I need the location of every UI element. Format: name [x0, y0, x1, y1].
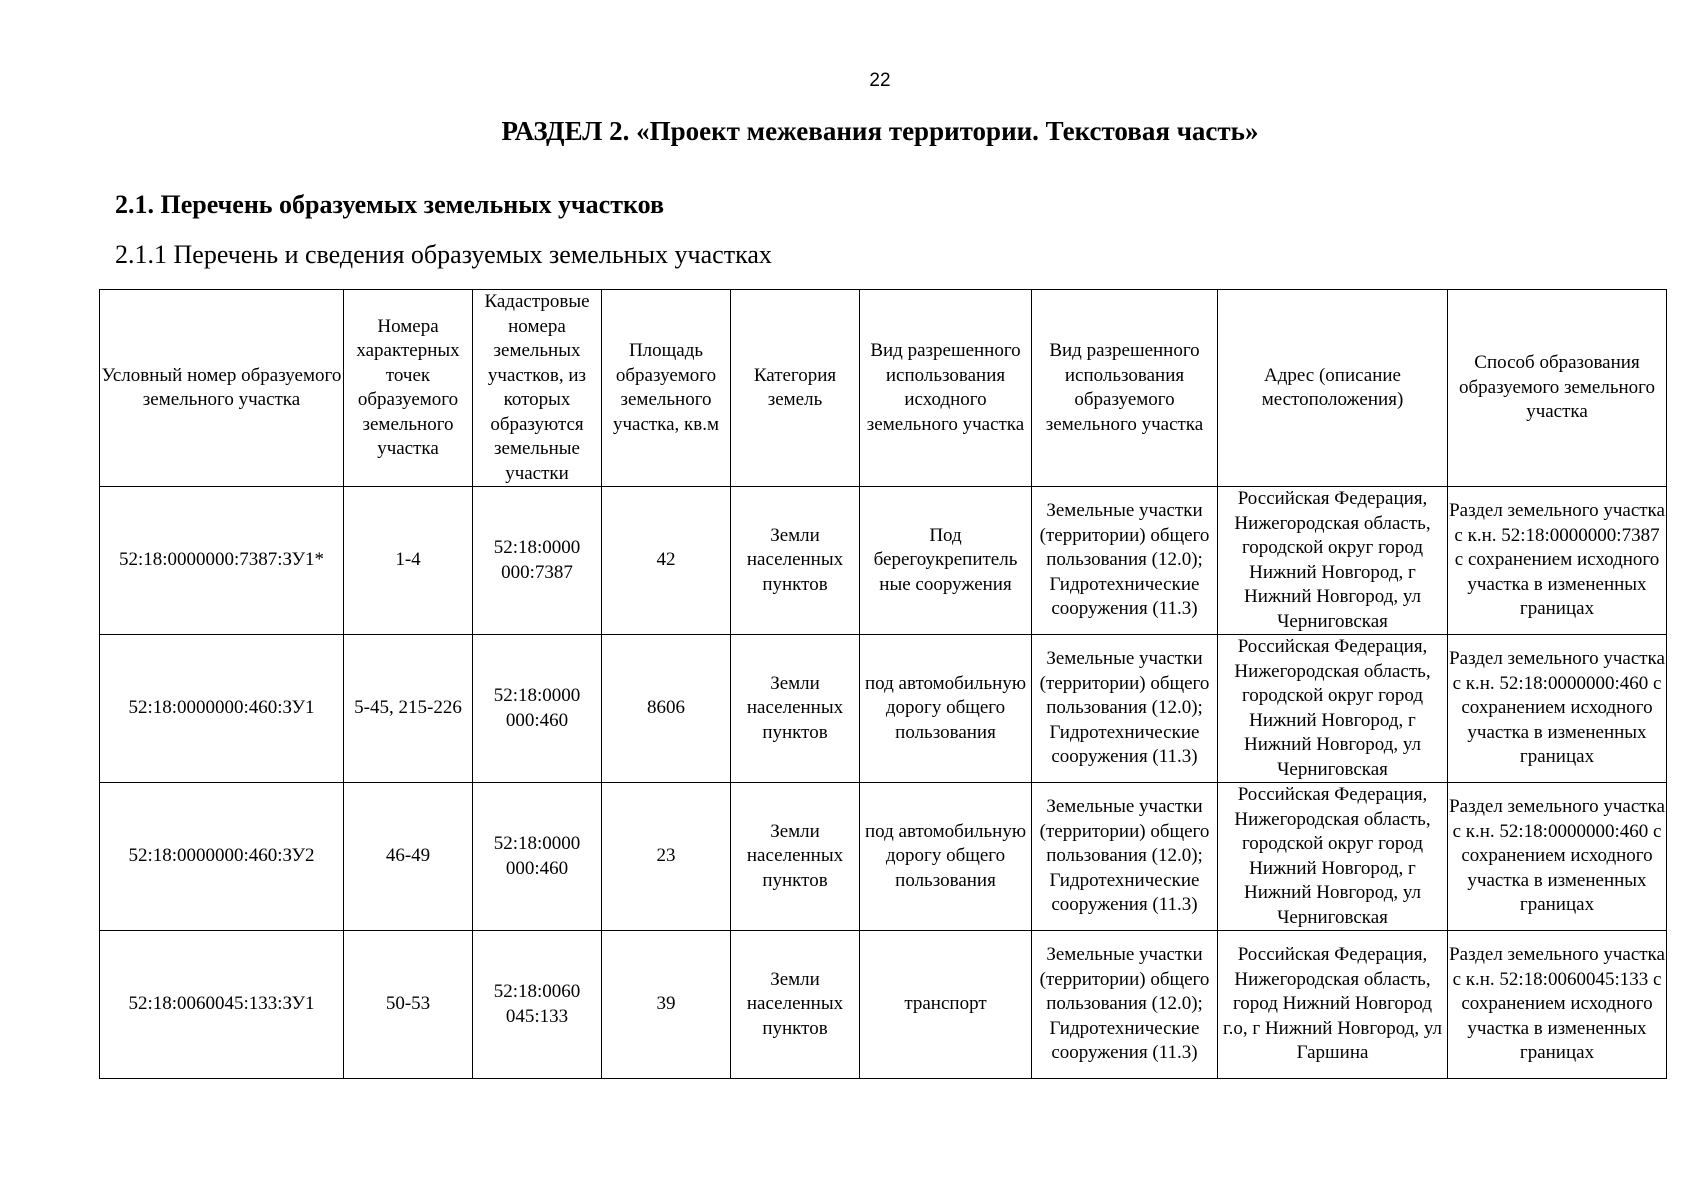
cell-address: Российская Федерация, Нижегородская область, городской округ город Нижний Новгород, г Нижний Новгород, ул Черниговская: [1218, 487, 1448, 635]
table-header-row: [100, 290, 1667, 487]
cell-category: Земли населенных пунктов: [731, 783, 860, 931]
cell-area: 39: [602, 931, 731, 1079]
header-points: Номера характерных точек образуемого земельного участка: [344, 290, 473, 487]
cell-source-use: транспорт: [860, 931, 1032, 1079]
cell-points: 5-45, 215-226: [344, 635, 473, 783]
header-plot-number: Условный номер образуемого земельного участка: [100, 290, 344, 487]
cell-source-use: Под берегоукрепитель ные сооружения: [860, 487, 1032, 635]
cell-new-use: Земельные участки (территории) общего пользования (12.0); Гидротехнические сооружения (11.3): [1032, 931, 1218, 1079]
cell-category: Земли населенных пунктов: [731, 635, 860, 783]
cell-plot-number: 52:18:0000000:7387:ЗУ1*: [100, 487, 344, 635]
cell-points: 1-4: [344, 487, 473, 635]
cell-cadastral: 52:18:0060 045:133: [473, 931, 602, 1079]
cell-cadastral: 52:18:0000 000:7387: [473, 487, 602, 635]
cell-new-use: Земельные участки (территории) общего пользования (12.0); Гидротехнические сооружения (11.3): [1032, 487, 1218, 635]
cell-new-use: Земельные участки (территории) общего пользования (12.0); Гидротехнические сооружения (11.3): [1032, 783, 1218, 931]
cell-plot-number: 52:18:0000000:460:ЗУ1: [100, 635, 344, 783]
cell-area: 42: [602, 487, 731, 635]
subsubsection-heading: 2.1.1 Перечень и сведения образуемых земельных участках: [115, 240, 772, 269]
cell-category: Земли населенных пунктов: [731, 931, 860, 1079]
cell-formation-method: Раздел земельного участка с к.н. 52:18:0000000:460 с сохранением исходного участка в измененных границах: [1448, 783, 1667, 931]
cell-area: 23: [602, 783, 731, 931]
header-formation-method: Способ образования образуемого земельного участка: [1448, 290, 1667, 487]
cell-formation-method: Раздел земельного участка с к.н. 52:18:0000000:7387 с сохранением исходного участка в измененных границах: [1448, 487, 1667, 635]
page-number: 22: [869, 70, 891, 91]
cell-address: Российская Федерация, Нижегородская область, городской округ город Нижний Новгород, г Нижний Новгород, ул Черниговская: [1218, 635, 1448, 783]
table-row: [100, 487, 1667, 635]
cell-source-use: под автомобильную дорогу общего пользования: [860, 783, 1032, 931]
land-plots-table: [99, 289, 1667, 1079]
cell-points: 46-49: [344, 783, 473, 931]
header-source-use: Вид разрешенного использования исходного земельного участка: [860, 290, 1032, 487]
cell-new-use: Земельные участки (территории) общего пользования (12.0); Гидротехнические сооружения (11.3): [1032, 635, 1218, 783]
cell-address: Российская Федерация, Нижегородская область, городской округ город Нижний Новгород, г Нижний Новгород, ул Черниговская: [1218, 783, 1448, 931]
header-address: Адрес (описание местоположения): [1218, 290, 1448, 487]
section-title: РАЗДЕЛ 2. «Проект межевания территории. Текстовая часть»: [501, 116, 1259, 146]
table-row: [100, 931, 1667, 1079]
header-new-use: Вид разрешенного использования образуемого земельного участка: [1032, 290, 1218, 487]
header-cadastral-numbers: Кадастровые номера земельных участков, из которых образуются земельные участки: [473, 290, 602, 487]
cell-plot-number: 52:18:0000000:460:ЗУ2: [100, 783, 344, 931]
cell-formation-method: Раздел земельного участка с к.н. 52:18:0000000:460 с сохранением исходного участка в измененных границах: [1448, 635, 1667, 783]
cell-area: 8606: [602, 635, 731, 783]
cell-cadastral: 52:18:0000 000:460: [473, 635, 602, 783]
cell-address: Российская Федерация, Нижегородская область, город Нижний Новгород г.о, г Нижний Новгород, ул Гаршина: [1218, 931, 1448, 1079]
cell-category: Земли населенных пунктов: [731, 487, 860, 635]
table-row: [100, 783, 1667, 931]
header-area: Площадь образуемого земельного участка, кв.м: [602, 290, 731, 487]
header-land-category: Категория земель: [731, 290, 860, 487]
cell-cadastral: 52:18:0000 000:460: [473, 783, 602, 931]
subsection-heading: 2.1. Перечень образуемых земельных участков: [115, 190, 665, 219]
cell-source-use: под автомобильную дорогу общего пользования: [860, 635, 1032, 783]
cell-formation-method: Раздел земельного участка с к.н. 52:18:0060045:133 с сохранением исходного участка в измененных границах: [1448, 931, 1667, 1079]
table-row: [100, 635, 1667, 783]
cell-points: 50-53: [344, 931, 473, 1079]
cell-plot-number: 52:18:0060045:133:ЗУ1: [100, 931, 344, 1079]
